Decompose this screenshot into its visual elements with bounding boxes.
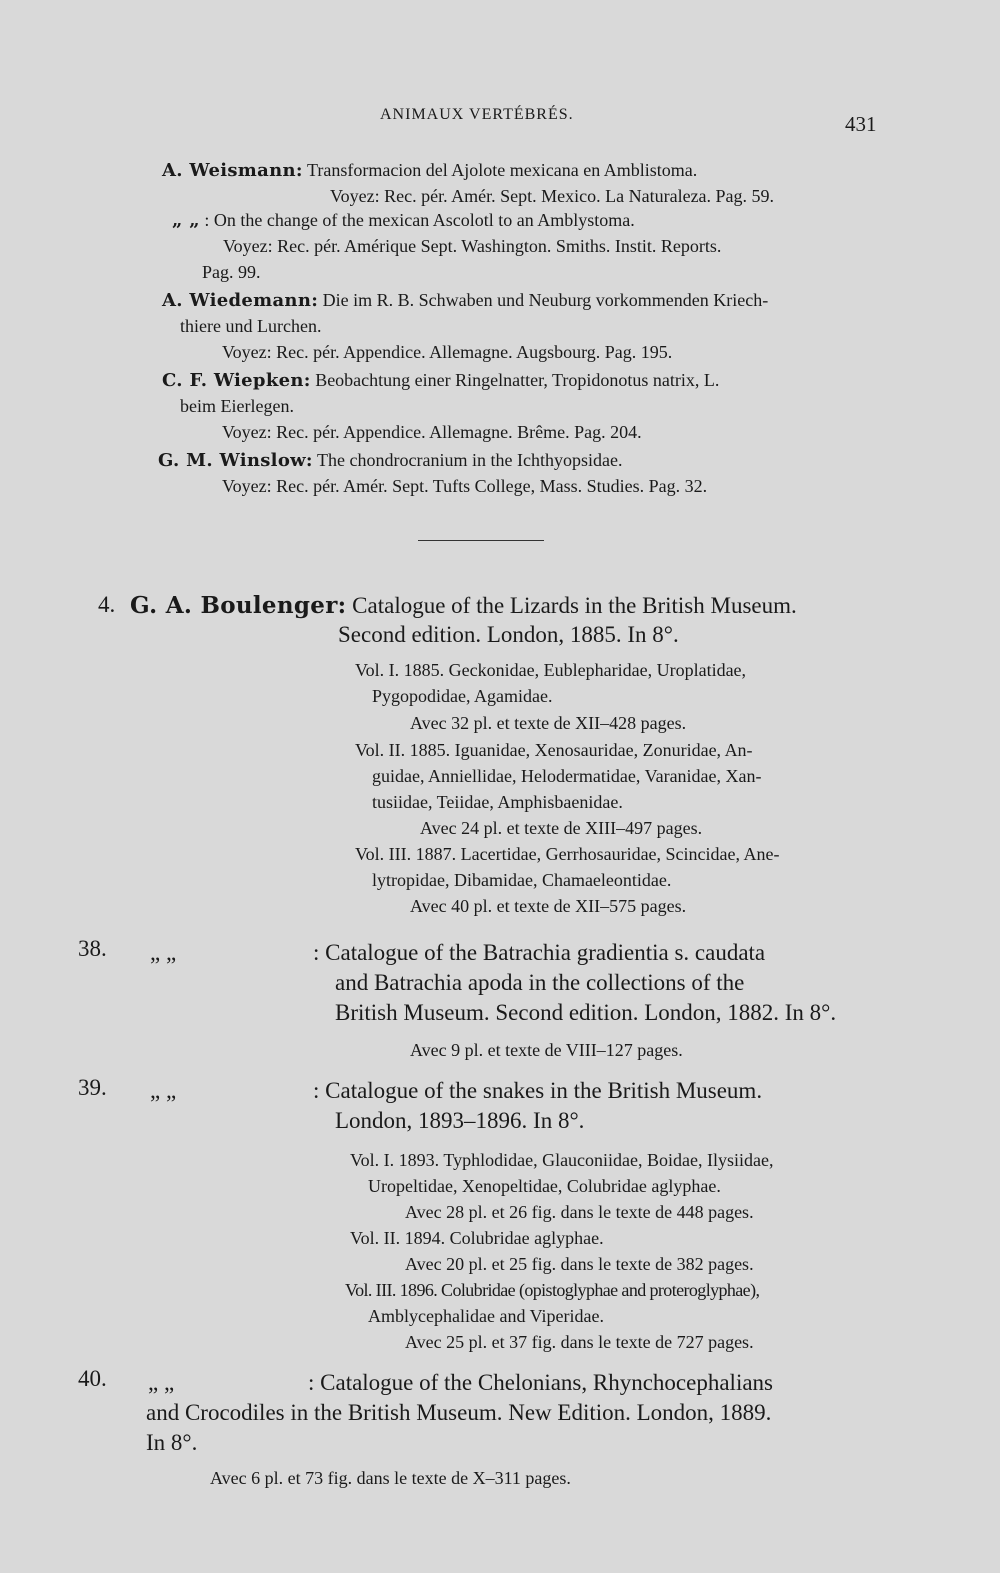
entry-number: 4. bbox=[98, 592, 116, 617]
entry-line: Voyez: Rec. pér. Appendice. Allemagne. Augsbourg. Pag. 195. bbox=[222, 342, 673, 362]
entry-line: Avec 20 pl. et 25 fig. dans le texte de 382 pages. bbox=[405, 1254, 754, 1274]
entry-line: A. Weismann: Transformacion del Ajolote mexicana en Amblistoma. bbox=[162, 160, 698, 181]
entry-line: „ „ : On the change of the mexican Ascolotl to an Amblystoma. bbox=[172, 210, 635, 231]
entry-line: Voyez: Rec. pér. Amérique Sept. Washington. Smiths. Instit. Reports. bbox=[223, 236, 722, 256]
entry-line: Voyez: Rec. pér. Amér. Sept. Tufts College, Mass. Studies. Pag. 32. bbox=[222, 476, 708, 496]
entry-line: Vol. II. 1894. Colubridae aglyphae. bbox=[350, 1228, 604, 1248]
entry-line: tusiidae, Teiidae, Amphisbaenidae. bbox=[372, 792, 623, 812]
section-divider bbox=[418, 540, 544, 541]
entry-line: : Catalogue of the Batrachia gradientia s. caudata bbox=[313, 940, 766, 965]
ditto-marks: „ „ bbox=[172, 210, 200, 231]
author-name: G. A. Boulenger: bbox=[130, 592, 347, 619]
entry-line: Voyez: Rec. pér. Appendice. Allemagne. Brême. Pag. 204. bbox=[222, 422, 642, 442]
entry-line: : Catalogue of the Chelonians, Rhynchocephalians bbox=[308, 1370, 773, 1395]
ditto-marks: „ „ bbox=[150, 940, 177, 965]
entry-line: and Crocodiles in the British Museum. New Edition. London, 1889. bbox=[146, 1400, 772, 1425]
entry-line: Vol. I. 1893. Typhlodidae, Glauconiidae, Boidae, Ilysiidae, bbox=[350, 1150, 774, 1170]
entry-line: A. Wiedemann: Die im R. B. Schwaben und Neuburg vorkommenden Kriech- bbox=[162, 290, 769, 311]
ditto-marks: „ „ bbox=[150, 1078, 177, 1103]
author-name: C. F. Wiepken: bbox=[162, 370, 311, 391]
entry-line: thiere und Lurchen. bbox=[180, 316, 322, 336]
entry-line: Avec 28 pl. et 26 fig. dans le texte de 448 pages. bbox=[405, 1202, 754, 1222]
entry-line: British Museum. Second edition. London, 1882. In 8°. bbox=[335, 1000, 837, 1025]
entry-line: Vol. I. 1885. Geckonidae, Eublepharidae, Uroplatidae, bbox=[355, 660, 747, 680]
author-name: G. M. Winslow: bbox=[158, 450, 313, 471]
entry-line: In 8°. bbox=[146, 1430, 198, 1455]
entry-line: C. F. Wiepken: Beobachtung einer Ringelnatter, Tropidonotus natrix, L. bbox=[162, 370, 720, 391]
entry-line: Amblycephalidae and Viperidae. bbox=[368, 1306, 604, 1326]
page-number: 431 bbox=[845, 112, 877, 136]
entry-line: Pygopodidae, Agamidae. bbox=[372, 686, 553, 706]
entry-number: 38. bbox=[78, 936, 107, 961]
entry-line: Avec 40 pl. et texte de XII–575 pages. bbox=[410, 896, 687, 916]
entry-line: Voyez: Rec. pér. Amér. Sept. Mexico. La Naturaleza. Pag. 59. bbox=[330, 186, 775, 206]
entry-line: Avec 9 pl. et texte de VIII–127 pages. bbox=[410, 1040, 683, 1060]
author-name: A. Wiedemann: bbox=[162, 290, 319, 311]
entry-line: Avec 24 pl. et texte de XIII–497 pages. bbox=[420, 818, 703, 838]
entry-line: Vol. II. 1885. Iguanidae, Xenosauridae, Zonuridae, An- bbox=[355, 740, 753, 760]
entry-line: Vol. III. 1887. Lacertidae, Gerrhosauridae, Scincidae, Ane- bbox=[355, 844, 780, 864]
entry-line: beim Eierlegen. bbox=[180, 396, 294, 416]
entry-line: guidae, Anniellidae, Helodermatidae, Varanidae, Xan- bbox=[372, 766, 762, 786]
entry-line: lytropidae, Dibamidae, Chamaeleontidae. bbox=[372, 870, 672, 890]
entry-line: : Catalogue of the snakes in the British Museum. bbox=[313, 1078, 763, 1103]
running-header: ANIMAUX VERTÉBRÉS. bbox=[380, 106, 574, 123]
entry-number: 39. bbox=[78, 1075, 107, 1100]
entry-line: G. A. Boulenger: Catalogue of the Lizards in the British Museum. bbox=[130, 592, 797, 619]
entry-line: Second edition. London, 1885. In 8°. bbox=[338, 622, 679, 647]
entry-line: Vol. III. 1896. Colubridae (opistoglyphae and proteroglyphae), bbox=[345, 1280, 760, 1300]
author-name: A. Weismann: bbox=[162, 160, 303, 181]
entry-line: Uropeltidae, Xenopeltidae, Colubridae aglyphae. bbox=[368, 1176, 721, 1196]
entry-line: Avec 6 pl. et 73 fig. dans le texte de X–311 pages. bbox=[210, 1468, 571, 1488]
entry-line: Avec 32 pl. et texte de XII–428 pages. bbox=[410, 713, 687, 733]
entry-line: G. M. Winslow: The chondrocranium in the Ichthyopsidae. bbox=[158, 450, 623, 471]
entry-number: 40. bbox=[78, 1366, 107, 1391]
ditto-marks: „ „ bbox=[148, 1370, 175, 1395]
entry-line: Avec 25 pl. et 37 fig. dans le texte de 727 pages. bbox=[405, 1332, 754, 1352]
entry-line: Pag. 99. bbox=[202, 262, 261, 282]
entry-line: London, 1893–1896. In 8°. bbox=[335, 1108, 585, 1133]
entry-line: and Batrachia apoda in the collections of the bbox=[335, 970, 745, 995]
